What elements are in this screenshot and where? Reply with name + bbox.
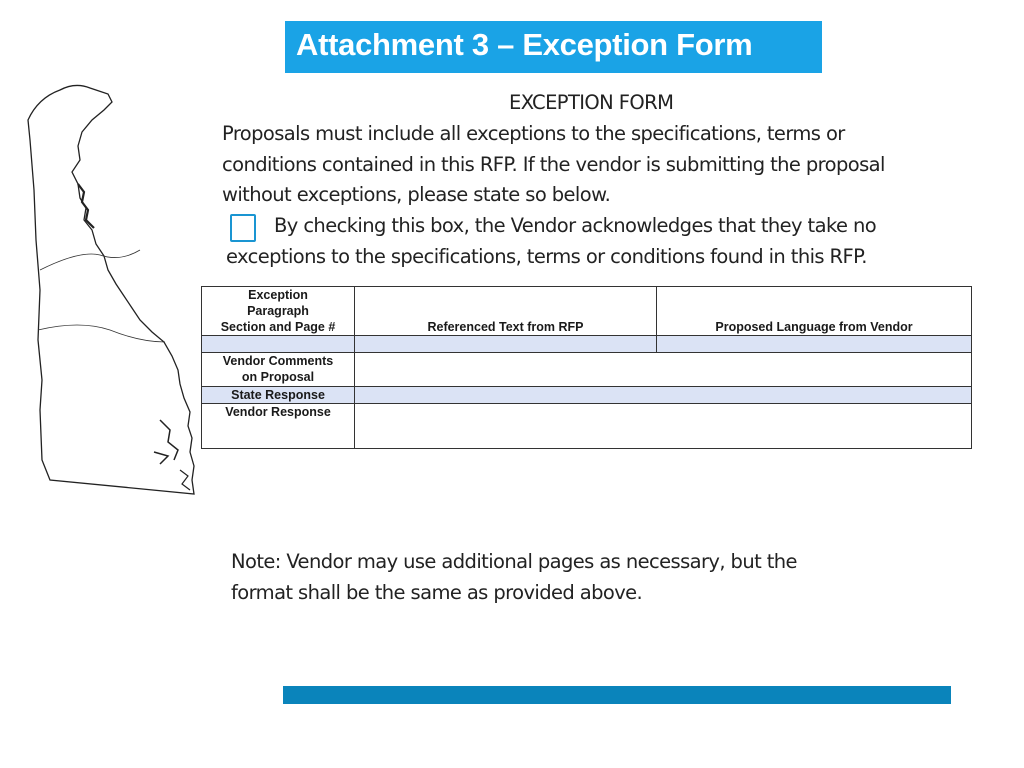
state-response-label: State Response bbox=[202, 387, 355, 404]
note-line: Note: Vendor may use additional pages as necessary, but the bbox=[231, 550, 797, 573]
cell-proposed-language-input[interactable] bbox=[657, 336, 972, 353]
cell-exception-input[interactable] bbox=[202, 336, 355, 353]
intro-paragraph bbox=[222, 119, 885, 211]
cell-referenced-text-input[interactable] bbox=[355, 336, 657, 353]
ack-line: By checking this box, the Vendor acknowledges that they take no bbox=[274, 214, 877, 237]
vendor-response-input[interactable] bbox=[355, 404, 972, 449]
table-row-vendor-comments bbox=[202, 353, 972, 387]
intro-line: conditions contained in this RFP. If the vendor is submitting the proposal bbox=[222, 152, 885, 176]
table-row-vendor-response bbox=[202, 404, 972, 449]
intro-line: Proposals must include all exceptions to the specifications, terms or bbox=[222, 122, 845, 145]
acknowledgement-text bbox=[226, 211, 876, 272]
header-exception-paragraph: Exception Paragraph Section and Page # bbox=[202, 287, 355, 336]
note-line: format shall be the same as provided above. bbox=[231, 580, 643, 604]
vendor-comments-input[interactable] bbox=[355, 353, 972, 387]
vendor-response-label: Vendor Response bbox=[202, 404, 355, 449]
vendor-comments-label: Vendor Comments on Proposal bbox=[202, 353, 355, 387]
exception-table bbox=[201, 286, 972, 449]
ack-line: exceptions to the specifications, terms or conditions found in this RFP. bbox=[226, 244, 867, 268]
table-row-state-response bbox=[202, 387, 972, 404]
header-proposed-language: Proposed Language from Vendor bbox=[657, 287, 972, 336]
intro-line: without exceptions, please state so below. bbox=[222, 183, 611, 206]
footer-bar bbox=[283, 686, 951, 704]
note-text bbox=[231, 547, 797, 608]
table-header-row bbox=[202, 287, 972, 336]
table-row-entry bbox=[202, 336, 972, 353]
page-title: Attachment 3 – Exception Form bbox=[296, 27, 753, 62]
delaware-map-outline bbox=[20, 80, 205, 500]
title-banner bbox=[285, 21, 822, 73]
form-heading: EXCEPTION FORM bbox=[509, 91, 674, 114]
state-response-input[interactable] bbox=[355, 387, 972, 404]
header-referenced-text: Referenced Text from RFP bbox=[355, 287, 657, 336]
